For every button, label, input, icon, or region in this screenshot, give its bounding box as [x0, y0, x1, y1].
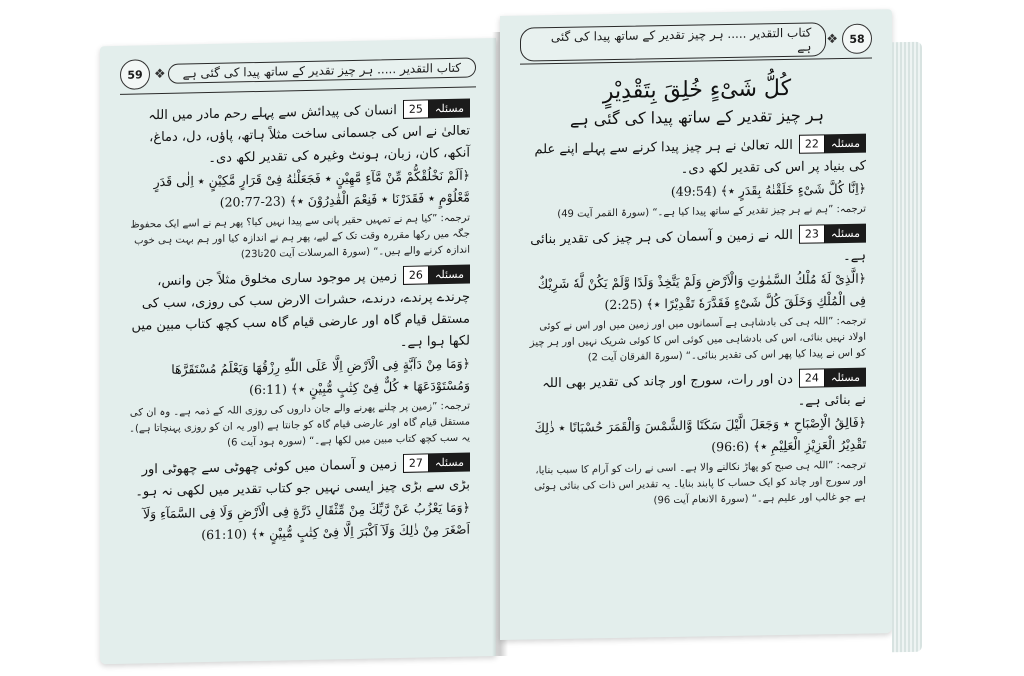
- right-page-header: [520, 24, 872, 65]
- quran-verse: ﴿الَّذِىْ لَهٗ مُلْكُ السَّمٰوٰتِ وَالْاَرْضِ وَلَمْ يَتَّخِذْ وَلَدًا وَّلَمْ يَكُنْ لَّهٗ شَرِيْكٌ فِى الْمُلْكِ وَخَلَقَ كُلَّ شَىْءٍ فَقَدَّرَهٗ تَقْدِيْرًا ٭﴾ (2:25): [537, 270, 866, 313]
- translation: ترجمہ: ”اللہ ہی کی بادشاہی ہے آسمانوں میں اور زمین میں اور اس نے کوئی اولاد نہیں بنائی، اس کی بادشاہی میں کوئی اس کا کوئی شریک نہیں اور ہر چیز کو اس نے پیدا کیا پھر اس کی تقدیر بنائی۔“ (سورۃ الفرقان آیت 2): [529, 315, 866, 364]
- chapter-heading-urdu: ہر چیز تقدیر کے ساتھ پیدا کی گئی ہے: [569, 105, 825, 129]
- running-header: کتاب التقدیر ..... ہر چیز تقدیر کے ساتھ پیدا کی گئی ہے: [520, 22, 826, 61]
- masala-badge: [799, 134, 866, 154]
- masala-text: زمین و آسمان میں کوئی چھوٹی سے چھوٹی اور بڑی سے بڑی چیز ایسی نہیں جو کتاب تقدیر میں لکھی نہ ہو۔: [135, 457, 470, 500]
- masala-number: 27: [403, 453, 429, 473]
- masala-block: [128, 265, 470, 454]
- left-page-header: [120, 52, 476, 94]
- quran-verse: ﴿وَمَا يَعْزُبُ عَنْ رَّبِّكَ مِنْ مِّثْقَالِ ذَرَّةٍ فِى الْاَرْضِ وَلَا فِى السَّمَآءِ وَلَآ اَصْغَرَ مِنْ ذٰلِكَ وَلَآ اَكْبَرَ اِلَّا فِىْ كِتٰبٍ مُّبِيْنٍ ٭﴾ (61:10): [142, 499, 470, 543]
- masala-label: مسئلہ: [429, 99, 470, 119]
- ornament-icon: ❖: [154, 66, 166, 82]
- ornament-icon: ❖: [826, 31, 838, 47]
- running-header: کتاب التقدیر ..... ہر چیز تقدیر کے ساتھ پیدا کی گئی ہے: [168, 57, 476, 83]
- masala-number: 23: [799, 224, 825, 243]
- quran-verse: ﴿وَمَا مِنْ دَآبَّةٍ فِى الْاَرْضِ اِلَّا عَلَى اللّٰهِ رِزْقُهَا وَيَعْلَمُ مُسْتَقَرَّهَا وَمُسْتَوْدَعَهَا ٭ كُلٌّ فِىْ كِتٰبٍ مُّبِيْنٍ ٭﴾ (6:11): [171, 355, 470, 398]
- masala-badge: [799, 368, 866, 388]
- right-page: [500, 9, 892, 640]
- quran-verse: ﴿فَالِقُ الْاِصْبَاحِ ٭ وَجَعَلَ الَّيْلَ سَكَنًا وَّالشَّمْسَ وَالْقَمَرَ حُسْبَانًا ٭ ذٰلِكَ تَقْدِيْرُ الْعَزِيْزِ الْعَلِيْمِ ٭﴾ (96:6): [534, 414, 866, 455]
- masala-badge: [403, 453, 470, 473]
- masala-number: 22: [799, 134, 825, 153]
- translation: ترجمہ: ”اللہ ہی صبح کو پھاڑ نکالنے والا ہے۔ اسی نے رات کو آرام کا سبب بنایا، اور سورج اور چاند کو ایک حساب کا پابند بنایا۔ یہ تقدیر اس ذات کی بنائی ہوئی ہے جو غالب اور علیم ہے۔“ (سورۃ الانعام آیت 96): [534, 459, 866, 507]
- right-page-content: [528, 64, 866, 622]
- page-number: 58: [842, 24, 872, 55]
- masala-text: اللہ نے زمین و آسمان کی ہر چیز کی تقدیر بنائی ہے۔: [530, 227, 866, 265]
- page-number: 59: [120, 59, 150, 90]
- masala-block: [528, 224, 866, 368]
- masala-label: مسئلہ: [429, 265, 470, 285]
- quran-verse: ﴿اِنَّا كُلَّ شَىْءٍ خَلَقْنٰهُ بِقَدَرٍ ٭﴾ (49:54): [670, 180, 866, 200]
- masala-label: مسئلہ: [429, 453, 470, 473]
- masala-label: مسئلہ: [825, 368, 866, 388]
- left-page: [100, 38, 496, 664]
- masala-text: زمین پر موجود ساری مخلوق مثلاً جن وانس، چرندے پرندے، درندے، حشرات الارض سب کی روزی، سب کی مستقل قیام گاہ اور عارضی قیام گاہ سب کچھ کتاب مبین میں لکھا ہوا ہے۔: [131, 269, 470, 351]
- page-ornament: [120, 59, 166, 90]
- masala-number: 24: [799, 368, 825, 387]
- translation: ترجمہ: ”ہم نے ہر چیز تقدیر کے ساتھ پیدا کیا ہے۔“ (سورۃ القمر آیت 49): [557, 203, 866, 221]
- masala-label: مسئلہ: [825, 224, 866, 244]
- masala-number: 25: [403, 99, 429, 119]
- masala-badge: [799, 224, 866, 244]
- masala-number: 26: [403, 265, 429, 285]
- masala-text: دن اور رات، سورج اور چاند کی تقدیر بھی اللہ نے بنائی ہے۔: [542, 371, 866, 409]
- masala-block: [128, 99, 470, 266]
- masala-text: انسان کی پیدائش سے پہلے رحم مادر میں اللہ تعالیٰ نے اس کی جسمانی ساخت مثلاً ہاتھ، پاؤں، دل، دماغ، آنکھ، کان، زبان، ہونٹ وغیرہ کی تقدیر لکھ دی۔: [148, 103, 470, 167]
- left-page-content: [128, 93, 470, 646]
- page-edges: [892, 42, 922, 653]
- masala-text: اللہ تعالیٰ نے ہر چیز پیدا کرنے سے پہلے اپنے علم کی بنیاد پر اس کی تقدیر لکھ دی۔: [534, 137, 866, 177]
- masala-block: [528, 368, 866, 512]
- chapter-heading-arabic: كُلُّ شَىْءٍ خُلِقَ بِتَقْدِيْرٍ: [602, 75, 792, 105]
- masala-badge: [403, 265, 470, 285]
- open-book: [96, 16, 926, 656]
- masala-badge: [403, 99, 470, 119]
- masala-block: [128, 453, 470, 548]
- translation: ترجمہ: ”کیا ہم نے تمہیں حقیر پانی سے پیدا نہیں کیا؟ پھر ہم نے اسے ایک محفوظ جگہ میں رکھا مقررہ وقت تک کے لیے، پھر ہم نے اندازہ کیا اور ہم بہت ہی خوب اندازہ کرنے والے ہیں۔“ (سورۃ المرسلات آیت 20تا23): [130, 212, 470, 261]
- translation: ترجمہ: ”زمین پر چلنے پھرنے والے جان داروں کی روزی اللہ کے ذمہ ہے۔ وہ ان کی مستقل قیام گاہ اور عارضی قیام گاہ کو جانتا ہے (اور یہ ان کو روزی پہنچاتا ہے)۔ یہ سب کچھ کتاب مبین میں لکھا ہے۔“ (سورہ ہود آیت 6): [129, 400, 470, 449]
- masala-block: [528, 134, 866, 224]
- page-ornament: [826, 24, 872, 55]
- masala-label: مسئلہ: [825, 134, 866, 154]
- quran-verse: ﴿اَلَمْ نَخْلُقْكُّمْ مِّنْ مَّآءٍ مَّهِيْنٍ ٭ فَجَعَلْنٰهُ فِىْ قَرَارٍ مَّكِيْنٍ ٭ اِلٰى قَدَرٍ مَّعْلُوْمٍ ٭ فَقَدَرْنَا ٭ فَنِعْمَ الْقٰدِرُوْنَ ٭﴾ (23-20:77): [153, 167, 470, 210]
